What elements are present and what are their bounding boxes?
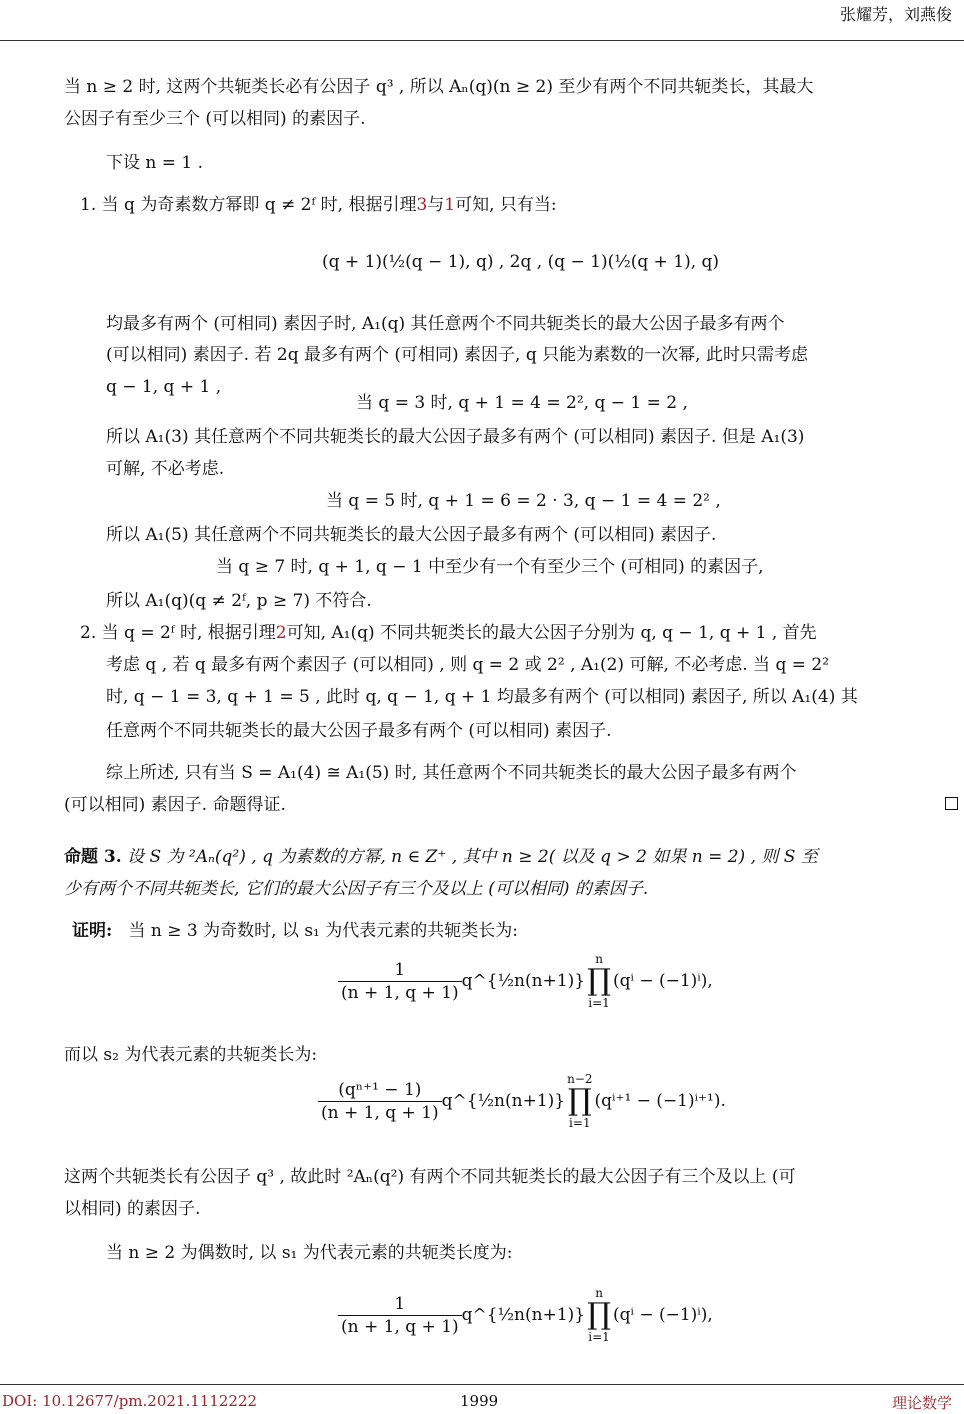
para-line-13: 当 q ≥ 7 时, q + 1, q − 1 中至少有一个有至少三个 (可相同) 的素因子, bbox=[216, 557, 764, 577]
para-line-1: 当 n ≥ 2 时, 这两个共轭类长必有公因子 q³ , 所以 Aₙ(q)(n ≥ 2) 至少有两个不同共轭类长，其最大 bbox=[64, 77, 814, 97]
formula-1-power: q^{½n(n+1)} bbox=[461, 971, 586, 991]
list-item-1-text-b: 可知, 只有当: bbox=[455, 195, 557, 215]
para-line-14: 所以 A₁(q)(q ≠ 2ᶠ, p ≥ 7) 不符合. bbox=[106, 591, 372, 611]
formula-2-denominator: (n + 1, q + 1) bbox=[321, 1102, 439, 1123]
formula-3-power: q^{½n(n+1)} bbox=[461, 1305, 586, 1325]
list-item-2-intro bbox=[80, 622, 817, 644]
para-line-23: 以相同) 的素因子. bbox=[64, 1199, 201, 1219]
running-header-author: 张耀芳，刘燕俊 bbox=[839, 5, 952, 24]
formula-3-product: n ∏ i=1 bbox=[587, 1286, 611, 1344]
qed-box bbox=[945, 797, 958, 810]
footer-page-number: 1999 bbox=[460, 1392, 499, 1410]
formula-2-upper-limit: n−2 bbox=[567, 1072, 593, 1086]
footer-doi-link[interactable]: DOI: 10.12677/pm.2021.1112222 bbox=[2, 1392, 258, 1410]
para-line-24: 当 n ≥ 2 为偶数时, 以 s₁ 为代表元素的共轭类长度为: bbox=[106, 1243, 513, 1263]
list-item-1-text-a: 1. 当 q 为奇素数方幂即 q ≠ 2ᶠ 时, 根据引理 bbox=[80, 195, 417, 215]
para-line-8: 当 q = 3 时, q + 1 = 4 = 2², q − 1 = 2 , bbox=[356, 393, 688, 413]
para-line-19: 综上所述, 只有当 S = A₁(4) ≅ A₁(5) 时, 其任意两个不同共轭类长的最大公因子最多有两个 bbox=[106, 763, 797, 783]
footer-rule bbox=[0, 1384, 964, 1385]
formula-2-power: q^{½n(n+1)} bbox=[441, 1091, 566, 1111]
proposition-text-1: 设 S 为 ²Aₙ(q²) , q 为素数的方幂, n ∈ Z⁺ , 其中 n ≥ 2( 以及 q > 2 如果 n = 2) , 则 S 至 bbox=[121, 847, 818, 867]
formula-1-product: n ∏ i=1 bbox=[587, 952, 611, 1010]
formula-2 bbox=[318, 1072, 726, 1130]
formula-3-tail: (qⁱ − (−1)ⁱ), bbox=[613, 1305, 713, 1325]
proposition-3-line-2: 少有两个不同共轭类长, 它们的最大公因子有三个及以上 (可以相同) 的素因子. bbox=[64, 879, 649, 899]
formula-1-denominator: (n + 1, q + 1) bbox=[341, 982, 459, 1003]
list-item-1-intro bbox=[80, 194, 557, 216]
para-line-3: 下设 n = 1 . bbox=[106, 153, 204, 173]
list-item-1-text-mid: 与 bbox=[427, 195, 445, 215]
formula-1-lower-limit: i=1 bbox=[588, 996, 610, 1010]
formula-1-fraction bbox=[338, 959, 462, 1004]
para-line-6: (可以相同) 素因子. 若 2q 最多有两个 (可相同) 素因子, q 只能为素数的一次幂, 此时只需考虑 bbox=[106, 345, 808, 365]
formula-3 bbox=[338, 1286, 713, 1344]
formula-3-upper-limit: n bbox=[595, 1286, 603, 1300]
formula-1-tail: (qⁱ − (−1)ⁱ), bbox=[613, 971, 713, 991]
formula-1-numerator: 1 bbox=[338, 959, 462, 982]
formula-1-upper-limit: n bbox=[595, 952, 603, 966]
list-item-2-text-b: 可知, A₁(q) 不同共轭类长的最大公因子分别为 q, q − 1, q + 1 , 首先 bbox=[286, 623, 817, 643]
para-line-5: 均最多有两个 (可相同) 素因子时, A₁(q) 其任意两个不同共轭类长的最大公因子最多有两个 bbox=[106, 314, 785, 334]
proposition-3-line-1 bbox=[64, 846, 818, 868]
formula-2-numerator: (qⁿ⁺¹ − 1) bbox=[318, 1079, 442, 1102]
para-line-21: 而以 s₂ 为代表元素的共轭类长为: bbox=[64, 1045, 318, 1065]
formula-2-product: n−2 ∏ i=1 bbox=[567, 1072, 593, 1130]
para-line-22: 这两个共轭类长有公因子 q³ , 故此时 ²Aₙ(q²) 有两个不同共轭类长的最大公因子有三个及以上 (可 bbox=[64, 1167, 796, 1187]
formula-2-lower-limit: i=1 bbox=[569, 1116, 591, 1130]
header-rule bbox=[0, 40, 964, 41]
proposition-label: 命题 3. bbox=[64, 847, 122, 867]
para-line-2: 公因子有至少三个 (可以相同) 的素因子. bbox=[64, 109, 366, 129]
proof-line-1 bbox=[72, 920, 518, 942]
list-item-2-text-a: 2. 当 q = 2ᶠ 时, 根据引理 bbox=[80, 623, 276, 643]
para-line-16: 考虑 q , 若 q 最多有两个素因子 (可以相同) , 则 q = 2 或 2² , A₁(2) 可解, 不必考虑. 当 q = 2² bbox=[106, 655, 830, 675]
proof-text-1: 当 n ≥ 3 为奇数时, 以 s₁ 为代表元素的共轭类长为: bbox=[128, 921, 519, 941]
formula-3-denominator: (n + 1, q + 1) bbox=[341, 1316, 459, 1337]
lemma-ref-3[interactable]: 3 bbox=[416, 195, 428, 215]
para-line-10: 可解, 不必考虑. bbox=[106, 459, 225, 479]
para-line-11: 当 q = 5 时, q + 1 = 6 = 2 · 3, q − 1 = 4 = 2² , bbox=[326, 491, 721, 511]
para-line-18: 任意两个不同共轭类长的最大公因子最多有两个 (可以相同) 素因子. bbox=[106, 721, 612, 741]
footer-journal-link[interactable]: 理论数学 bbox=[891, 1394, 952, 1412]
para-line-17: 时, q − 1 = 3, q + 1 = 5 , 此时 q, q − 1, q + 1 均最多有两个 (可以相同) 素因子, 所以 A₁(4) 其 bbox=[106, 687, 858, 707]
lemma-ref-1[interactable]: 1 bbox=[444, 195, 456, 215]
formula-1 bbox=[338, 952, 713, 1010]
formula-3-lower-limit: i=1 bbox=[588, 1330, 610, 1344]
formula-3-fraction bbox=[338, 1293, 462, 1338]
formula-2-tail: (qⁱ⁺¹ − (−1)ⁱ⁺¹). bbox=[594, 1091, 726, 1111]
equation-1: (q + 1)(½(q − 1), q) , 2q , (q − 1)(½(q + 1), q) bbox=[322, 252, 720, 272]
para-line-9: 所以 A₁(3) 其任意两个不同共轭类长的最大公因子最多有两个 (可以相同) 素因子. 但是 A₁(3) bbox=[106, 427, 805, 447]
para-line-7: q − 1, q + 1 , bbox=[106, 377, 222, 397]
para-line-12: 所以 A₁(5) 其任意两个不同共轭类长的最大公因子最多有两个 (可以相同) 素因子. bbox=[106, 525, 717, 545]
para-line-20: (可以相同) 素因子. 命题得证. bbox=[64, 795, 286, 815]
formula-2-fraction bbox=[318, 1079, 442, 1124]
proof-label: 证明: bbox=[72, 921, 113, 941]
lemma-ref-2[interactable]: 2 bbox=[275, 623, 287, 643]
formula-3-numerator: 1 bbox=[338, 1293, 462, 1316]
